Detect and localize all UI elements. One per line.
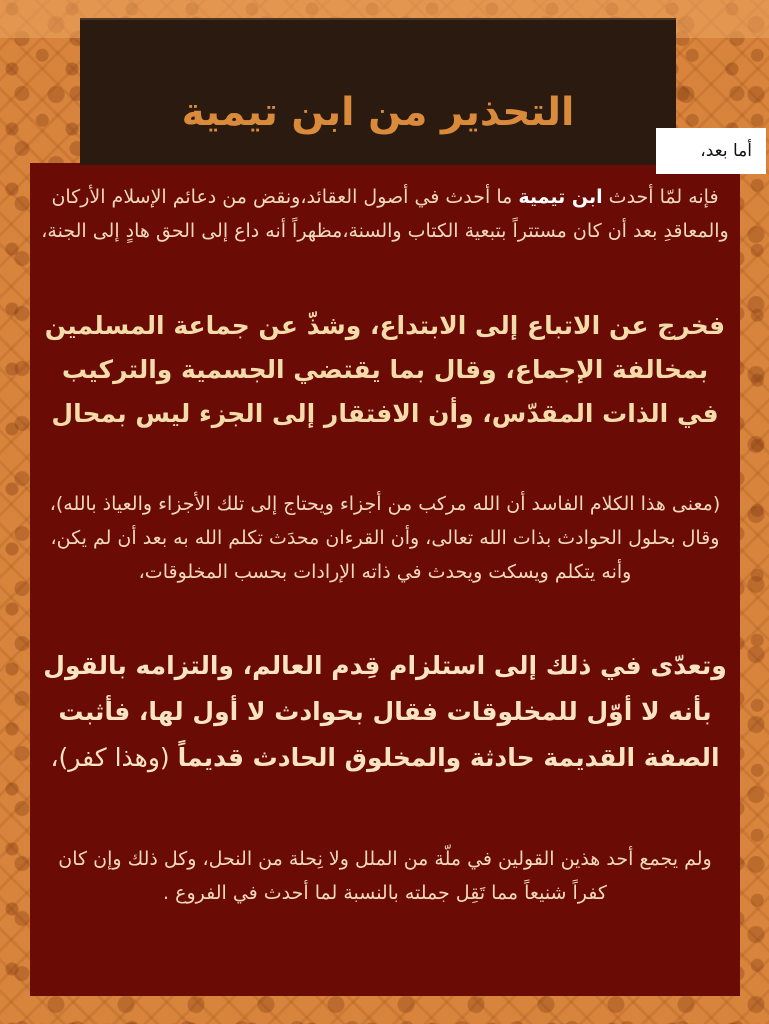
paragraph-3: (معنى هذا الكلام الفاسد أن الله مركب من أجزاء ويحتاج إلى تلك الأجزاء والعياذ بالله)، وقال بحلول الحوادث بذات الله تعالى، وأن القرءان محدَث تكلم الله به بعد أن لم يكن، وأنه يتكلم ويسكت ويحدث في ذاته الإرادات بحسب المخلوقات، <box>49 493 721 583</box>
page-title: التحذير من ابن تيمية <box>181 90 575 135</box>
intro-label: أما بعد، <box>656 128 766 174</box>
title-banner <box>80 18 676 165</box>
paragraph-5: ولم يجمع أحد هذين القولين في ملّة من الملل ولا نِحلة من النحل، وكل ذلك وإن كان كفراً شنيعاً مما تَقِل جملته بالنسبة لما أحدث في الفروع . <box>58 848 712 904</box>
paragraph-1-start: فإنه لمّا أحدث <box>602 186 719 208</box>
paragraph-1 <box>40 180 730 248</box>
paragraph-4 <box>40 643 730 781</box>
paragraph-4-main: وتعدّى في ذلك إلى استلزام قِدم العالم، والتزامه بالقول بأنه لا أوّل للمخلوقات فقال بحوادث لا أول لها، فأثبت الصفة القديمة حادثة والمخلوق الحادث قديماً <box>43 651 727 772</box>
paragraph-2: فخرج عن الاتباع إلى الابتداع، وشذّ عن جماعة المسلمين بمخالفة الإجماع، وقال بما يقتضي الجسمية والتركيب في الذات المقدّس، وأن الافتقار إلى الجزء ليس بمحال <box>44 311 726 428</box>
highlight-name: ابن تيمية <box>518 186 603 208</box>
paragraph-1-end: ما أحدث في أصول العقائد،ونقض من دعائم الإسلام الأركان والمعاقدِ بعد أن كان مستتراً بتبعية الكتاب والسنة،مظهراً أنه داع إلى الحق هادٍ إلى الجنة، <box>41 186 729 242</box>
paragraph-4-aside: (وهذا كفر)، <box>50 743 178 772</box>
